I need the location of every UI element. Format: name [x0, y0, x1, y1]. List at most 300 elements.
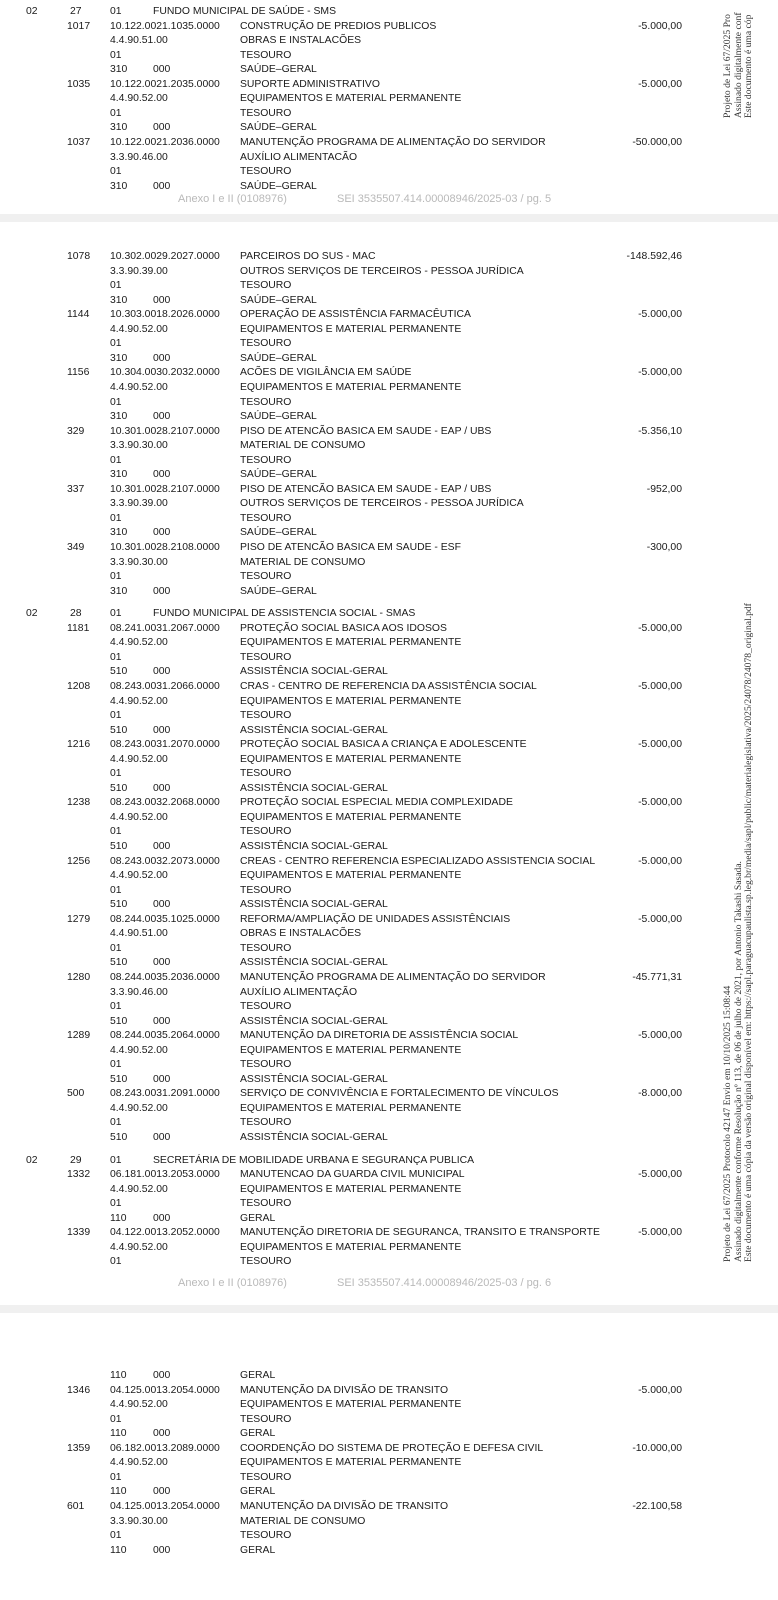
entry-program-row: [0, 1168, 700, 1182]
program-desc: MANUTENCAO DA GUARDA CIVIL MUNICIPAL: [240, 1169, 465, 1181]
source-desc: TESOURO: [240, 166, 292, 178]
application-desc: ASSISTÊNCIA SOCIAL-GERAL: [240, 1132, 388, 1143]
program-desc: PROTEÇÃO SOCIAL BASICA A CRIANÇA E ADOLESCENTE: [240, 739, 527, 751]
value-amount: -5.000,00: [638, 855, 682, 867]
ficha-number: 1208: [67, 680, 91, 692]
entry-element-row: [0, 323, 700, 337]
element-code: 4.4.90.52.00: [110, 870, 168, 882]
page-break-separator: [0, 1305, 778, 1313]
entry-element-row: [0, 151, 700, 165]
source-desc: TESOURO: [240, 1117, 292, 1129]
element-desc: EQUIPAMENTOS E MATERIAL PERMANENTE: [240, 323, 462, 335]
margin-stamp-top: [723, 12, 755, 118]
entry-program-row: [0, 1500, 700, 1514]
source-desc: TESOURO: [240, 280, 292, 292]
entry-program-row: [0, 855, 700, 869]
source-code: 01: [110, 942, 122, 954]
entry-source-row: [0, 279, 700, 293]
element-desc: EQUIPAMENTOS E MATERIAL PERMANENTE: [240, 811, 462, 823]
program-desc: SUPORTE ADMINISTRATIVO: [240, 78, 380, 90]
value-amount: -5.000,00: [638, 1227, 682, 1239]
page-7: [0, 1341, 778, 1598]
entry-source-row: [0, 767, 700, 781]
application-code: 310: [110, 352, 128, 364]
source-code: 01: [110, 1001, 122, 1013]
element-desc: EQUIPAMENTOS E MATERIAL PERMANENTE: [240, 637, 462, 649]
application-subcode: 000: [153, 352, 171, 364]
source-desc: TESOURO: [240, 1530, 292, 1542]
application-code: 310: [110, 180, 128, 192]
entry-program-row: [0, 680, 700, 694]
application-code: 510: [110, 841, 128, 852]
entry-program-row: [0, 1087, 700, 1101]
entry-source-row: [0, 1058, 700, 1072]
entry-source-row: [0, 454, 700, 468]
entry-element-row: [0, 1456, 700, 1470]
entry-application-row: [0, 1073, 700, 1087]
program-code: 04.122.0013.2052.0000: [110, 1227, 220, 1239]
element-desc: OBRAS E INSTALACÕES: [240, 928, 362, 940]
source-code: 01: [110, 280, 122, 292]
application-subcode: 000: [153, 411, 171, 423]
entry-program-row: [0, 136, 700, 150]
page-break-separator: [0, 214, 778, 222]
entry-application-row: [0, 410, 700, 424]
entry-application-row: [0, 898, 700, 912]
ficha-number: 1238: [67, 797, 91, 809]
entry-program-row: [0, 1384, 700, 1398]
application-desc: GERAL: [240, 1370, 276, 1381]
program-desc: CRAS - CENTRO DE REFERENCIA DA ASSISTÊNCIA SOCIAL: [240, 680, 537, 692]
entry-element-row: [0, 927, 700, 941]
entry-element-row: [0, 1102, 700, 1116]
entry-element-row: [0, 34, 700, 48]
application-desc: SAÚDE–GERAL: [240, 294, 317, 306]
application-code: 510: [110, 899, 128, 911]
entry-source-row: [0, 1413, 700, 1427]
entry-element-row: [0, 556, 700, 570]
application-desc: SAÚDE–GERAL: [240, 122, 317, 134]
stamp-line-1: Projeto de Lei 67/2025 Protocolo 42147 Envio em 10/10/2025 15:08:44: [722, 985, 733, 1262]
source-desc: TESOURO: [240, 1001, 292, 1013]
value-amount: -5.000,00: [638, 1169, 682, 1181]
entry-program-row: [0, 483, 700, 497]
application-code: 510: [110, 1073, 128, 1085]
source-desc: TESOURO: [240, 1471, 292, 1483]
entry-application-row: [0, 585, 700, 599]
source-code: 01: [110, 884, 122, 896]
entry-program-row: [0, 366, 700, 380]
source-desc: TESOURO: [240, 571, 292, 583]
application-subcode: 000: [153, 180, 171, 192]
entry-program-row: [0, 250, 700, 264]
entry-element-row: [0, 1398, 700, 1412]
entry-application-row: [0, 1544, 700, 1558]
program-desc: PISO DE ATENCÃO BASICA EM SAUDE - EAP / UBS: [240, 483, 492, 495]
source-code: 01: [110, 1117, 122, 1129]
element-desc: OUTROS SERVIÇOS DE TERCEIROS - PESSOA JURÍDICA: [240, 265, 524, 277]
source-desc: TESOURO: [240, 826, 292, 838]
entry-element-row: [0, 1183, 700, 1197]
entry-element-row: [0, 439, 700, 453]
source-desc: TESOURO: [240, 651, 292, 663]
source-code: 01: [110, 49, 122, 61]
application-subcode: 000: [153, 1015, 171, 1027]
element-desc: EQUIPAMENTOS E MATERIAL PERMANENTE: [240, 1044, 462, 1056]
element-code: 4.4.90.52.00: [110, 93, 168, 105]
application-code: 110: [110, 1544, 127, 1556]
application-code: 510: [110, 782, 128, 794]
sei-reference: SEI 3535507.414.00008946/2025-03 / pg. 6: [337, 1277, 552, 1289]
source-code: 01: [110, 107, 122, 119]
value-amount: -5.000,00: [638, 1384, 682, 1396]
margin-stamp-main: [723, 603, 755, 1262]
entry-source-row: [0, 709, 700, 723]
entry-source-row: [0, 396, 700, 410]
source-code: 01: [110, 1256, 122, 1268]
element-desc: EQUIPAMENTOS E MATERIAL PERMANENTE: [240, 870, 462, 882]
entry-program-row: [0, 1442, 700, 1456]
element-desc: AUXÍLIO ALIMENTAÇÃO: [240, 986, 358, 998]
unit-name: SECRETÁRIA DE MOBILIDADE URBANA E SEGURANÇA PUBLICA: [153, 1154, 475, 1166]
entry-source-row: [0, 942, 700, 956]
entry-element-row: [0, 695, 700, 709]
value-amount: -5.356,10: [638, 425, 682, 437]
application-code: 110: [110, 1428, 127, 1440]
application-desc: SAÚDE–GERAL: [240, 469, 317, 481]
source-desc: TESOURO: [240, 710, 292, 722]
element-code: 3.3.90.30.00: [110, 440, 168, 452]
source-code: 01: [110, 651, 122, 663]
application-desc: SAÚDE–GERAL: [240, 527, 317, 539]
ficha-number: 500: [67, 1088, 85, 1100]
entry-element-row: [0, 497, 700, 511]
org-code: 02: [26, 608, 38, 620]
program-code: 04.125.0013.2054.0000: [110, 1500, 220, 1512]
element-desc: OBRAS E INSTALACÕES: [240, 35, 362, 47]
unit-code: 27: [70, 6, 82, 17]
page-5: [0, 0, 778, 209]
program-code: 08.243.0031.2066.0000: [110, 680, 220, 692]
application-desc: SAÚDE–GERAL: [240, 411, 317, 423]
element-code: 4.4.90.52.00: [110, 753, 168, 765]
application-code: 310: [110, 527, 128, 539]
element-code: 3.3.90.46.00: [110, 151, 168, 163]
entry-source-row: [0, 165, 700, 179]
program-code: 08.243.0032.2073.0000: [110, 855, 220, 867]
source-desc: TESOURO: [240, 1413, 292, 1425]
application-desc: GERAL: [240, 1428, 276, 1440]
element-code: 4.4.90.52.00: [110, 1457, 168, 1469]
value-amount: -5.000,00: [638, 309, 682, 321]
application-desc: ASSISTÊNCIA SOCIAL-GERAL: [240, 1073, 388, 1085]
source-code: 01: [110, 710, 122, 722]
program-code: 10.301.0028.2107.0000: [110, 483, 220, 495]
entry-application-row: [0, 352, 700, 366]
element-desc: EQUIPAMENTOS E MATERIAL PERMANENTE: [240, 381, 462, 393]
application-desc: GERAL: [240, 1544, 276, 1556]
annex-label: Anexo I e II (0108976): [178, 193, 287, 205]
entry-application-row: [0, 782, 700, 796]
program-code: 10.122.0021.1035.0000: [110, 20, 220, 32]
ficha-number: 1035: [67, 78, 91, 90]
application-subcode: 000: [153, 1428, 171, 1440]
entry-program-row: [0, 20, 700, 34]
ficha-number: 329: [67, 425, 85, 437]
entry-application-row: [0, 1131, 700, 1145]
source-desc: TESOURO: [240, 49, 292, 61]
program-code: 10.303.0018.2026.0000: [110, 309, 220, 321]
source-desc: TESOURO: [240, 1059, 292, 1071]
ficha-number: 601: [67, 1500, 85, 1512]
element-desc: MATERIAL DE CONSUMO: [240, 1515, 366, 1527]
ficha-number: 1256: [67, 855, 91, 867]
application-desc: ASSISTÊNCIA SOCIAL-GERAL: [240, 1015, 388, 1027]
entry-application-row: [0, 121, 700, 135]
element-code: 3.3.90.30.00: [110, 1515, 168, 1527]
ficha-number: 1037: [67, 136, 91, 148]
value-amount: -5.000,00: [638, 680, 682, 692]
program-desc: CONSTRUÇÃO DE PREDIOS PUBLICOS: [240, 20, 437, 32]
source-code: 01: [110, 1059, 122, 1071]
application-subcode: 000: [153, 899, 171, 911]
element-desc: EQUIPAMENTOS E MATERIAL PERMANENTE: [240, 93, 462, 105]
ficha-number: 1078: [67, 251, 91, 262]
source-code: 01: [110, 1413, 122, 1425]
value-amount: -45.771,31: [632, 971, 682, 983]
value-amount: -5.000,00: [638, 78, 682, 90]
entry-source-row: [0, 651, 700, 665]
application-code: 510: [110, 666, 128, 678]
element-code: 4.4.90.52.00: [110, 1241, 168, 1253]
entry-program-row: [0, 425, 700, 439]
application-code: 310: [110, 122, 128, 134]
element-desc: EQUIPAMENTOS E MATERIAL PERMANENTE: [240, 1399, 462, 1411]
element-desc: OUTROS SERVIÇOS DE TERCEIROS - PESSOA JURÍDICA: [240, 498, 524, 510]
value-amount: -5.000,00: [638, 1030, 682, 1042]
entry-source-row: [0, 1529, 700, 1543]
program-desc: COORDENÇÃO DO SISTEMA DE PROTEÇÃO E DEFESA CIVIL: [240, 1442, 544, 1454]
application-code: 310: [110, 469, 128, 481]
group-header: [0, 5, 700, 19]
stamp-line-2: Assinado digitalmente conf: [732, 12, 744, 118]
program-code: 10.304.0030.2032.0000: [110, 367, 220, 379]
entry-program-row: [0, 78, 700, 92]
program-desc: CREAS - CENTRO REFERENCIA ESPECIALIZADO ASSISTENCIA SOCIAL: [240, 855, 596, 867]
application-code: 110: [110, 1370, 127, 1381]
application-subcode: 000: [153, 1073, 171, 1085]
program-code: 08.244.0035.2036.0000: [110, 971, 220, 983]
element-code: 4.4.90.52.00: [110, 381, 168, 393]
application-code: 310: [110, 64, 128, 76]
application-subcode: 000: [153, 957, 171, 969]
program-desc: ACÕES DE VIGILÂNCIA EM SAÚDE: [240, 367, 412, 379]
value-amount: -148.592,46: [626, 251, 682, 262]
group-header: [0, 607, 700, 621]
element-code: 4.4.90.52.00: [110, 1183, 168, 1195]
source-desc: TESOURO: [240, 884, 292, 896]
entry-element-row: [0, 811, 700, 825]
application-subcode: 000: [153, 1370, 171, 1381]
value-amount: -5.000,00: [638, 913, 682, 925]
application-code: 310: [110, 411, 128, 423]
entry-program-row: [0, 738, 700, 752]
element-desc: EQUIPAMENTOS E MATERIAL PERMANENTE: [240, 1183, 462, 1195]
application-code: 110: [110, 1486, 127, 1498]
program-code: 10.122.0021.2035.0000: [110, 78, 220, 90]
element-code: 3.3.90.46.00: [110, 986, 168, 998]
application-desc: ASSISTÊNCIA SOCIAL-GERAL: [240, 782, 388, 794]
program-desc: MANUTENÇÃO DA DIVISÃO DE TRANSITO: [240, 1500, 449, 1512]
source-desc: TESOURO: [240, 1198, 292, 1210]
source-code: 01: [110, 768, 122, 780]
program-desc: PROTEÇÃO SOCIAL BASICA AOS IDOSOS: [240, 622, 447, 634]
application-subcode: 000: [153, 122, 171, 134]
entry-source-row: [0, 1471, 700, 1485]
entry-program-row: [0, 1226, 700, 1240]
entry-application-row: [0, 724, 700, 738]
program-code: 08.244.0035.2064.0000: [110, 1030, 220, 1042]
source-desc: TESOURO: [240, 512, 292, 524]
application-subcode: 000: [153, 469, 171, 481]
unit-name: FUNDO MUNICIPAL DE ASSISTENCIA SOCIAL - SMAS: [153, 608, 416, 620]
ficha-number: 1280: [67, 971, 91, 983]
value-amount: -300,00: [646, 542, 682, 553]
application-code: 510: [110, 957, 128, 969]
application-subcode: 000: [153, 527, 171, 539]
application-desc: ASSISTÊNCIA SOCIAL-GERAL: [240, 899, 388, 911]
source-code: 01: [110, 338, 122, 350]
program-desc: PISO DE ATENCÃO BASICA EM SAUDE - ESF: [240, 542, 461, 553]
program-desc: OPERAÇÃO DE ASSISTÊNCIA FARMACÊUTICA: [240, 309, 471, 321]
application-desc: SAÚDE–GERAL: [240, 352, 317, 364]
source-desc: TESOURO: [240, 396, 292, 408]
sub-code: 01: [110, 6, 122, 17]
application-subcode: 000: [153, 1132, 171, 1143]
entry-element-row: [0, 1044, 700, 1058]
entry-element-row: [0, 381, 700, 395]
program-desc: MANUTENÇÃO DA DIRETORIA DE ASSISTÊNCIA SOCIAL: [240, 1030, 519, 1042]
ficha-number: 1359: [67, 1442, 91, 1454]
application-subcode: 000: [153, 294, 171, 306]
application-desc: ASSISTÊNCIA SOCIAL-GERAL: [240, 957, 388, 969]
entry-source-row: [0, 825, 700, 839]
entry-source-row: [0, 1000, 700, 1014]
element-code: 4.4.90.52.00: [110, 323, 168, 335]
entry-program-row: [0, 308, 700, 322]
stamp-line-2: Assinado digitalmente conforme Resolução nº 113, de 06 de julho de 2021, por Antonio Takashi Sasada.: [732, 861, 744, 1262]
program-code: 06.182.0013.2089.0000: [110, 1442, 220, 1454]
source-code: 01: [110, 166, 122, 178]
page-6: [0, 250, 778, 1303]
program-code: 04.125.0013.2054.0000: [110, 1384, 220, 1396]
source-code: 01: [110, 571, 122, 583]
element-desc: EQUIPAMENTOS E MATERIAL PERMANENTE: [240, 1102, 462, 1114]
element-desc: EQUIPAMENTOS E MATERIAL PERMANENTE: [240, 753, 462, 765]
ficha-number: 1144: [67, 309, 90, 321]
ficha-number: 1332: [67, 1169, 91, 1181]
application-desc: ASSISTÊNCIA SOCIAL-GERAL: [240, 666, 388, 678]
ficha-number: 1289: [67, 1030, 91, 1042]
annex-label: Anexo I e II (0108976): [178, 1277, 287, 1289]
group-header: [0, 1154, 700, 1168]
application-desc: SAÚDE–GERAL: [240, 585, 317, 597]
application-code: 110: [110, 1212, 127, 1224]
source-code: 01: [110, 1471, 122, 1483]
ficha-number: 349: [67, 542, 85, 553]
org-code: 02: [26, 6, 38, 17]
source-desc: TESOURO: [240, 1256, 292, 1268]
application-subcode: 000: [153, 1212, 171, 1224]
entry-program-row: [0, 913, 700, 927]
program-code: 08.241.0031.2067.0000: [110, 622, 220, 634]
source-code: 01: [110, 396, 122, 408]
element-code: 4.4.90.51.00: [110, 35, 168, 47]
element-desc: MATERIAL DE CONSUMO: [240, 556, 366, 568]
value-amount: -22.100,58: [632, 1500, 682, 1512]
page-footer: [0, 1276, 778, 1290]
element-desc: AUXÍLIO ALIMENTACÃO: [240, 151, 358, 163]
entry-source-row: [0, 49, 700, 63]
application-code: 510: [110, 1132, 128, 1143]
program-code: 08.244.0035.1025.0000: [110, 913, 220, 925]
program-code: 08.243.0031.2091.0000: [110, 1088, 220, 1100]
application-desc: ASSISTÊNCIA SOCIAL-GERAL: [240, 841, 388, 852]
entry-program-row: [0, 796, 700, 810]
value-amount: -952,00: [646, 483, 682, 495]
application-subcode: 000: [153, 64, 171, 76]
sei-reference: SEI 3535507.414.00008946/2025-03 / pg. 5: [337, 193, 552, 205]
entry-element-row: [0, 986, 700, 1000]
application-subcode: 000: [153, 724, 171, 736]
entry-program-row: [0, 622, 700, 636]
carryover-row: [0, 1369, 700, 1383]
element-code: 3.3.90.39.00: [110, 265, 168, 277]
value-amount: -10.000,00: [632, 1442, 682, 1454]
ficha-number: 1156: [67, 367, 90, 379]
program-code: 10.302.0029.2027.0000: [110, 251, 220, 262]
entry-source-row: [0, 337, 700, 351]
application-desc: GERAL: [240, 1212, 276, 1224]
element-code: 3.3.90.30.00: [110, 556, 168, 568]
entry-application-row: [0, 1485, 700, 1499]
element-code: 4.4.90.52.00: [110, 1044, 168, 1056]
source-code: 01: [110, 454, 122, 466]
application-subcode: 000: [153, 841, 171, 852]
entry-element-row: [0, 265, 700, 279]
entry-program-row: [0, 541, 700, 555]
program-code: 10.301.0028.2107.0000: [110, 425, 220, 437]
ficha-number: 1346: [67, 1384, 91, 1396]
entry-element-row: [0, 636, 700, 650]
application-subcode: 000: [153, 585, 171, 597]
entry-element-row: [0, 92, 700, 106]
ficha-number: 1279: [67, 913, 91, 925]
program-desc: MANUTENÇÃO DA DIVISÃO DE TRANSITO: [240, 1384, 449, 1396]
element-code: 4.4.90.52.00: [110, 1102, 168, 1114]
entry-application-row: [0, 1212, 700, 1226]
source-code: 01: [110, 1198, 122, 1210]
value-amount: -5.000,00: [638, 367, 682, 379]
application-desc: SAÚDE–GERAL: [240, 64, 317, 76]
program-desc: PISO DE ATENCÃO BASICA EM SAUDE - EAP / UBS: [240, 425, 492, 437]
entry-application-row: [0, 665, 700, 679]
entry-application-row: [0, 526, 700, 540]
entry-element-row: [0, 1515, 700, 1529]
page-footer: [0, 192, 778, 206]
entry-element-row: [0, 753, 700, 767]
unit-name: FUNDO MUNICIPAL DE SAÚDE - SMS: [153, 6, 337, 17]
